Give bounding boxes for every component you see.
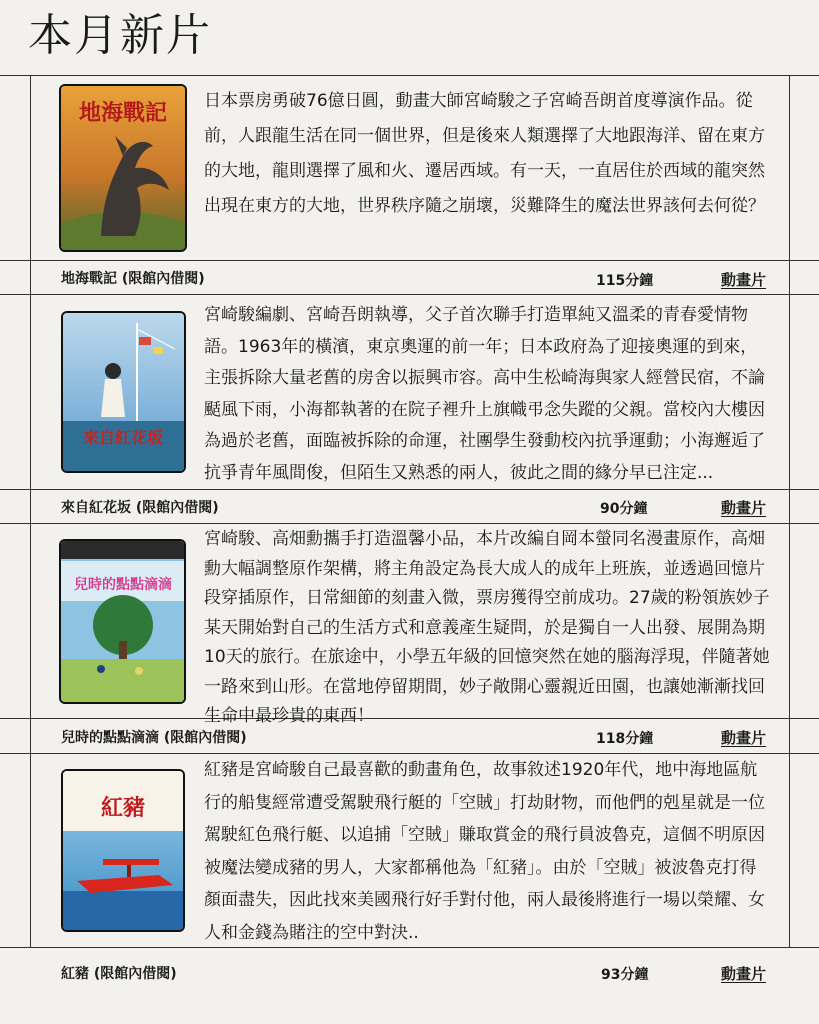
movie-title: 兒時的點點滴滴 (限館內借閱): [61, 730, 247, 746]
from-up-on-poppy-hill-poster[interactable]: [63, 313, 184, 471]
divider: [30, 75, 31, 947]
category-link[interactable]: 動畫片: [721, 271, 767, 289]
divider: [0, 75, 819, 76]
porco-rosso-poster[interactable]: [63, 771, 183, 930]
movie-description: 宮崎駿、高畑勳攜手打造溫馨小品，本片改編自岡本螢同名漫畫原作，高畑勳大幅調整原作架構，將主角設定為長大成人的成年上班族，並透過回憶片段穿插原作，日常細節的刻畫入微，票房獲得空前成功。27歲的粉領族妙子某天開始對自己的生活方式和意義產生疑問，於是獨自一人出發、展開為期10天的旅行。在旅途中，小學五年級的回憶突然在她的腦海浮現，伴隨著她一路來到山形。在當地停留期間，妙子敞開心靈親近田園，也讓她漸漸找回生命中最珍貴的東西！: [204, 529, 770, 726]
divider: [0, 523, 819, 524]
movie-duration: 93分鐘: [601, 967, 649, 983]
divider: [789, 75, 790, 947]
poster-title: 兒時的點點滴滴: [74, 577, 172, 593]
poster-title: 地海戰記: [78, 100, 168, 126]
movie-title: 地海戰記 (限館內借閱): [61, 271, 205, 287]
movie-duration: 90分鐘: [600, 501, 648, 517]
category-link[interactable]: 動畫片: [721, 499, 767, 517]
movie-description: 日本票房勇破76億日圓，動畫大師宮崎駿之子宮崎吾朗首度導演作品。從前，人跟龍生活在同一個世界，但是後來人類選擇了大地跟海洋、留在東方的大地，龍則選擇了風和火、遷居西域。有一天，一直居住於西域的龍突然出現在東方的大地，世界秩序隨之崩壞，災難降生的魔法世界該何去何從？: [204, 91, 765, 216]
page-title: 本月新片: [28, 10, 212, 61]
divider: [0, 260, 819, 261]
movie-description: 紅豬是宮崎駿自己最喜歡的動畫角色，故事敘述1920年代，地中海地區航行的船隻經常遭受駕駛飛行艇的「空賊」打劫財物，而他們的剋星就是一位駕駛紅色飛行艇、以追捕「空賊」賺取賞金的飛行員波魯克，這個不明原因被魔法變成豬的男人，大家都稱他為「紅豬」。由於「空賊」被波魯克打得顏面盡失，因此找來美國飛行好手對付他，兩人最後將進行一場以榮耀、女人和金錢為賭注的空中對決..: [204, 760, 765, 943]
movie-duration: 118分鐘: [596, 731, 654, 747]
movie-title: 來自紅花坂 (限館內借閱): [61, 500, 219, 516]
tales-from-earthsea-poster[interactable]: [61, 86, 185, 250]
divider: [0, 294, 819, 295]
movie-title: 紅豬 (限館內借閱): [61, 966, 177, 982]
category-link[interactable]: 動畫片: [721, 965, 767, 983]
divider: [0, 489, 819, 490]
category-link[interactable]: 動畫片: [721, 729, 767, 747]
movie-description: 宮崎駿編劇、宮崎吾朗執導，父子首次聯手打造單純又溫柔的青春愛情物語。1963年的橫濱，東京奧運的前一年；日本政府為了迎接奧運的到來，主張拆除大量老舊的房舍以振興市容。高中生松崎海與家人經營民宿，不論颳風下雨，小海都執著的在院子裡升上旗幟弔念失蹤的父親。當校內大樓因為過於老舊，面臨被拆除的命運，社團學生發動校內抗爭運動；小海邂逅了抗爭青年風間俊，但陌生又熟悉的兩人，彼此之間的緣分早已注定...: [204, 305, 765, 483]
only-yesterday-poster[interactable]: [61, 541, 184, 702]
poster-title: 紅豬: [100, 795, 146, 821]
poster-title: 來自紅花坂: [82, 428, 164, 447]
movie-duration: 115分鐘: [596, 273, 654, 289]
